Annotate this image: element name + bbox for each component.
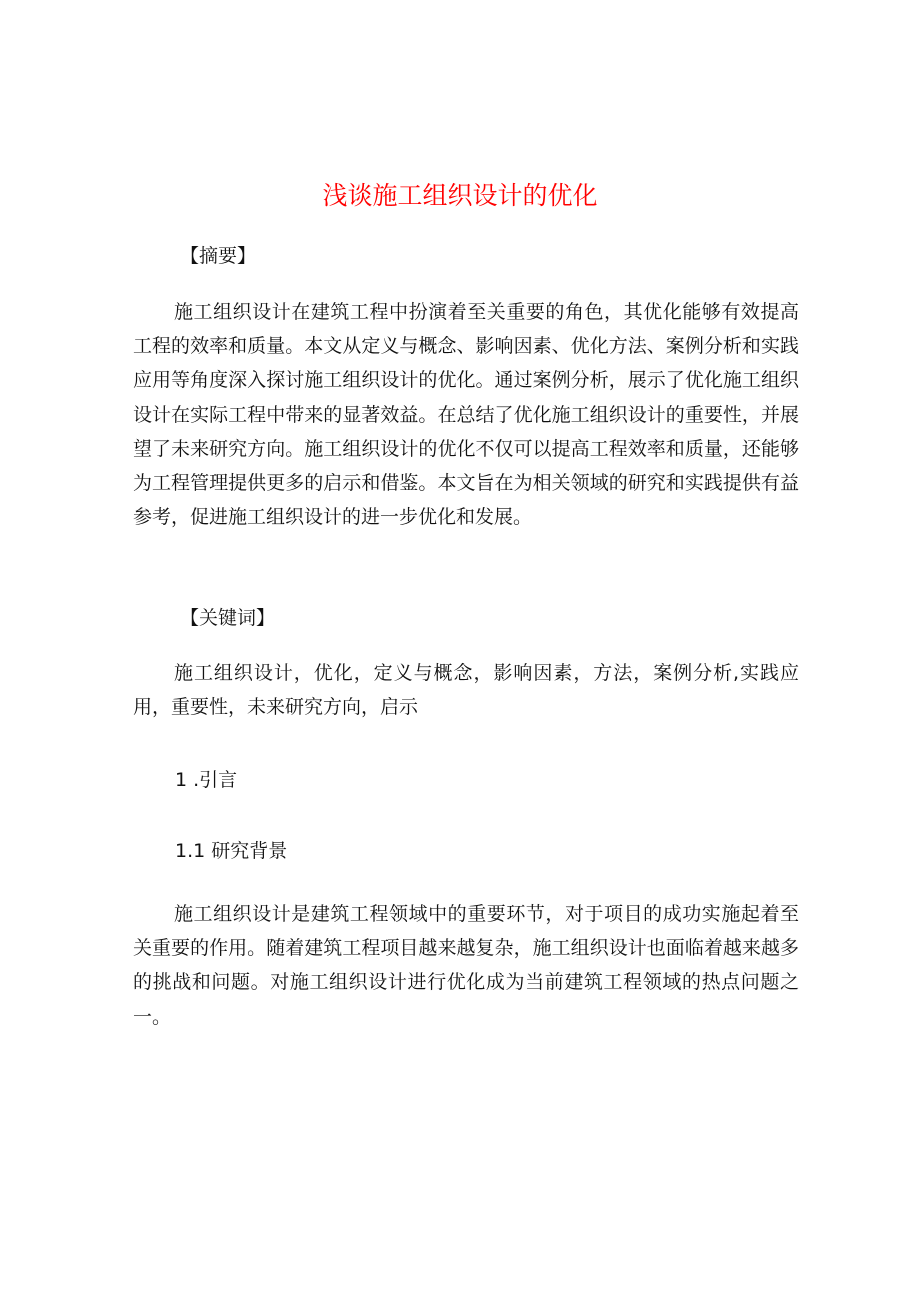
keywords-heading: 【关键词】	[180, 607, 276, 629]
section-heading-introduction: 1 .引言	[175, 769, 238, 791]
keywords-paragraph: 施工组织设计，优化，定义与概念，影响因素，方法，案例分析,实践应用，重要性，未来研究方向，启示	[133, 662, 799, 719]
background-paragraph: 施工组织设计是建筑工程领域中的重要环节，对于项目的成功实施起着至关重要的作用。随着建筑工程项目越来越复杂，施工组织设计也面临着越来越多的挑战和问题。对施工组织设计进行优化成为当前建筑工程领域的热点问题之一。	[133, 903, 799, 1028]
document-title: 浅谈施工组织设计的优化	[322, 181, 598, 210]
subsection-heading-research-background: 1.1 研究背景	[175, 840, 288, 862]
abstract-heading: 【摘要】	[180, 245, 257, 267]
abstract-paragraph: 施工组织设计在建筑工程中扮演着至关重要的角色，其优化能够有效提高工程的效率和质量。本文从定义与概念、影响因素、优化方法、案例分析和实践应用等角度深入探讨施工组织设计的优化。通过案例分析，展示了优化施工组织设计在实际工程中带来的显著效益。在总结了优化施工组织设计的重要性，并展望了未来研究方向。施工组织设计的优化不仅可以提高工程效率和质量，还能够为工程管理提供更多的启示和借鉴。本文旨在为相关领域的研究和实践提供有益参考，促进施工组织设计的进一步优化和发展。	[133, 301, 799, 529]
